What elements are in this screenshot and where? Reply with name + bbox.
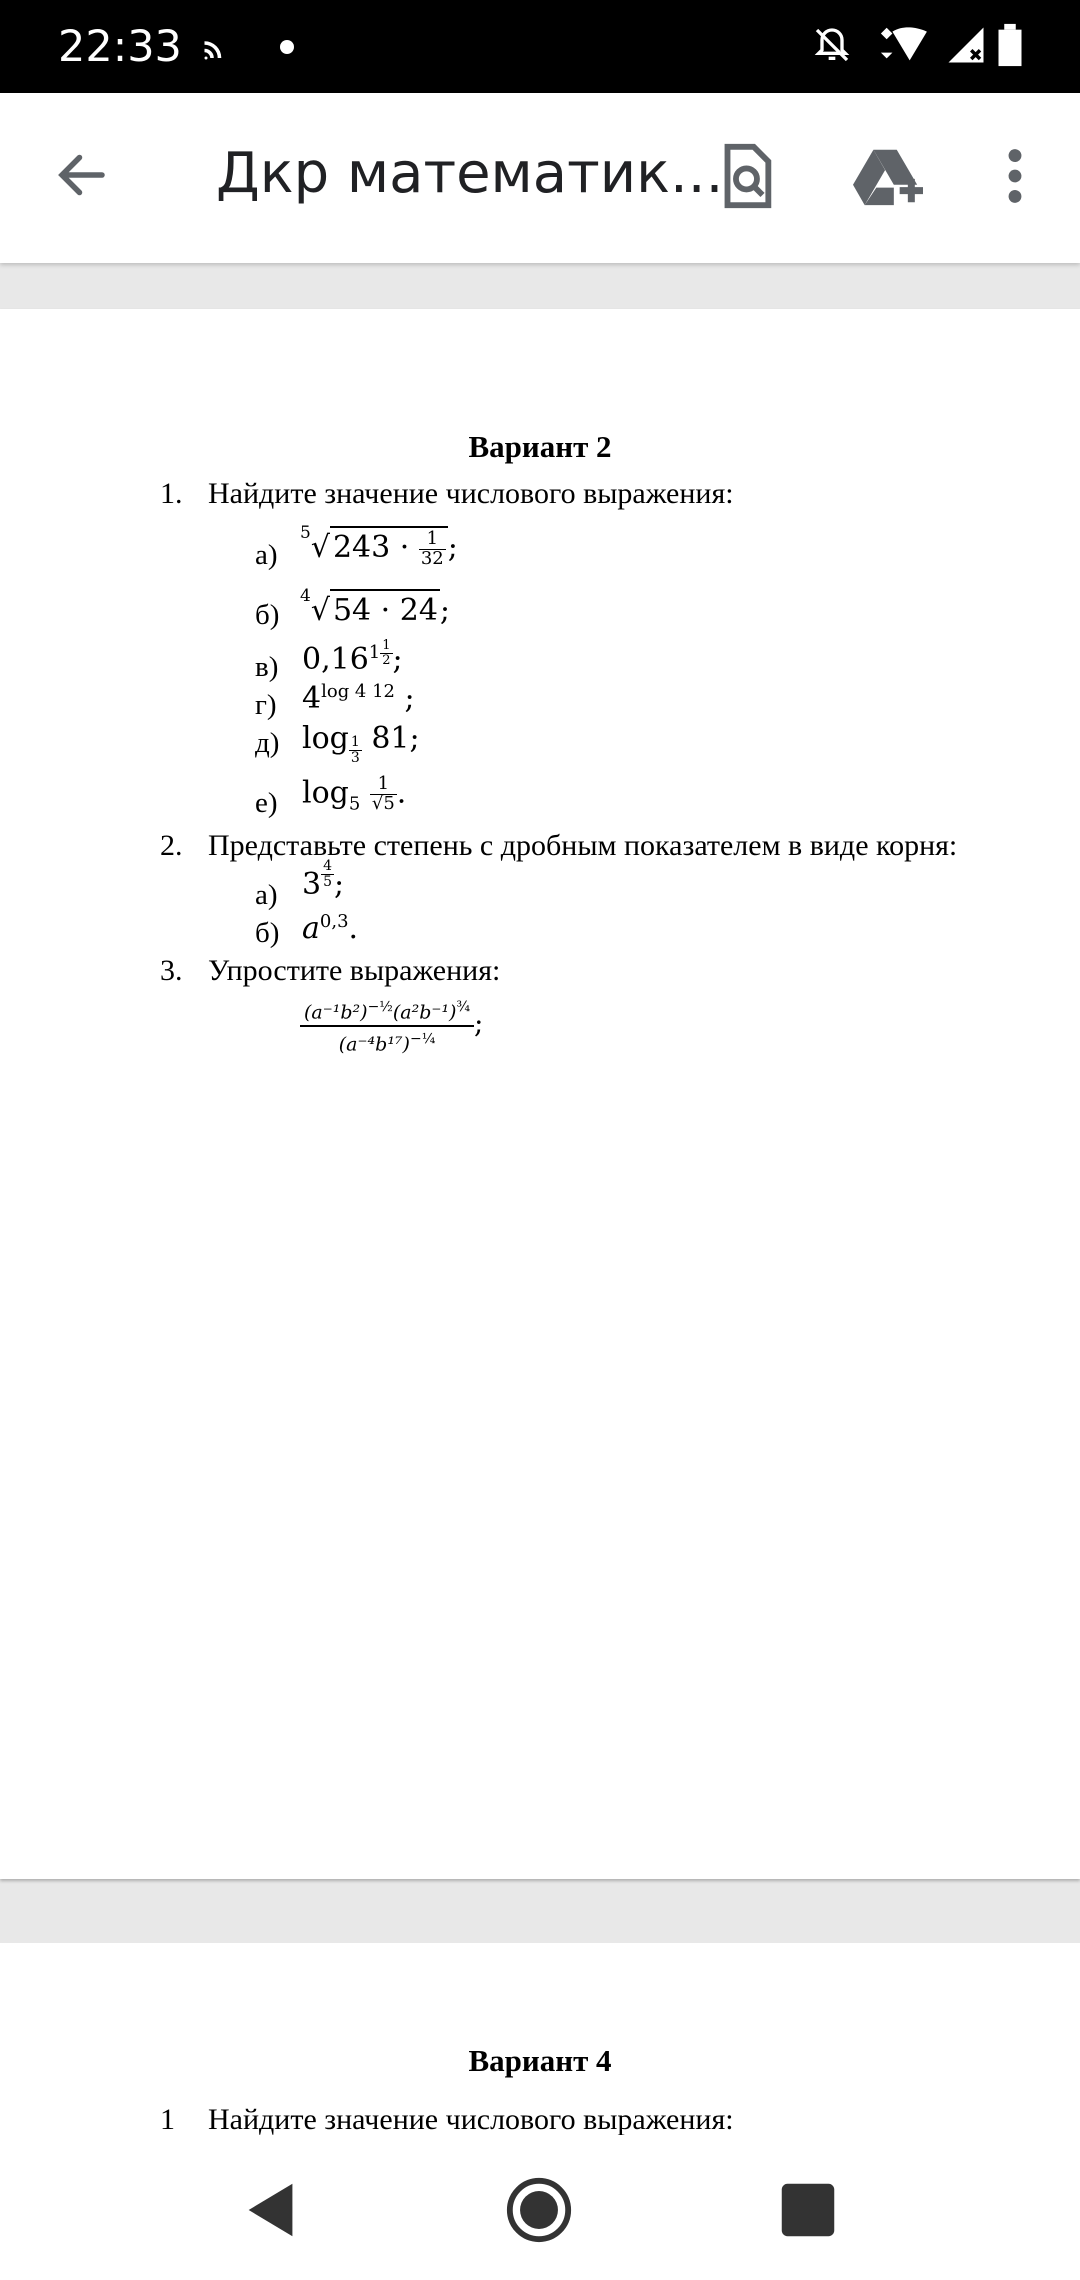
item-label: в) [255, 651, 279, 683]
document-viewer[interactable] [0, 263, 1080, 2135]
math-expression-f: $\log_5$ $\frac{1}{√5}$ . [302, 773, 407, 815]
task-number: 2. [160, 829, 183, 862]
task-number: 3. [160, 954, 183, 987]
math-fraction-3: $\frac{(a^{-1}b^2)^{-\frac{1}{2}}(a^2b^{-1})^{\frac{3}{4}}}{(a^{-4}b^{17})^{-\frac{1}{4}}}$ ; [300, 999, 483, 1056]
dnd-off-icon [812, 22, 852, 68]
navigation-bar [0, 2135, 1080, 2280]
nav-back-icon[interactable] [237, 2175, 307, 2245]
task-text: Найдите значение числового выражения: [208, 477, 734, 510]
math-expression-a: $^5$√ 243 · $\frac{1}{32}$ ; [300, 523, 458, 569]
math-expression-2b: $a^{0,3}$. [302, 911, 359, 946]
variant-heading: Вариант 4 [468, 2043, 612, 2078]
status-time: 22:33 [58, 22, 182, 72]
item-label: г) [255, 689, 277, 721]
item-label: б) [255, 599, 280, 631]
math-expression-d: $4^{log 4 12}$ ; [302, 681, 415, 716]
add-to-drive-icon[interactable] [850, 141, 926, 211]
more-options-icon[interactable] [980, 141, 1050, 211]
task-text: Представьте степень с дробным показателем в виде корня: [208, 829, 958, 862]
wifi-icon [872, 22, 932, 68]
task-text: Упростите выражения: [208, 954, 501, 987]
signal-icon [945, 22, 987, 68]
document-page-1 [0, 309, 1080, 1879]
item-label: е) [255, 787, 278, 819]
variant-heading: Вариант 2 [468, 429, 612, 464]
task-number: 1. [160, 477, 183, 510]
math-expression-c: $0,16^{1 \frac{1}{2}}$ ; [302, 638, 403, 678]
item-label: а) [255, 879, 278, 911]
cast-icon [200, 28, 236, 64]
item-label: а) [255, 539, 278, 571]
task-text: Найдите значение числового выражения: [208, 2103, 734, 2135]
notification-dot-icon [280, 40, 294, 54]
task-number: 1 [160, 2103, 175, 2135]
math-expression-b: $^4$√ 54 · 24; [300, 586, 451, 628]
document-page-2 [0, 1943, 1080, 2135]
back-arrow-icon[interactable] [52, 145, 112, 205]
math-expression-2a: 3 $\frac{4}{5}$ ; [302, 857, 345, 902]
find-in-document-icon[interactable] [710, 141, 780, 211]
item-label: б) [255, 917, 280, 949]
nav-home-icon[interactable] [504, 2175, 574, 2245]
item-label: д) [255, 727, 280, 759]
app-bar [0, 93, 1080, 263]
document-title: Дкр математик... [216, 141, 724, 206]
nav-recents-icon[interactable] [773, 2175, 843, 2245]
status-bar [0, 0, 1080, 93]
math-expression-e: log $\frac{1}{3}$ 81; [302, 721, 420, 766]
battery-icon [995, 22, 1025, 68]
